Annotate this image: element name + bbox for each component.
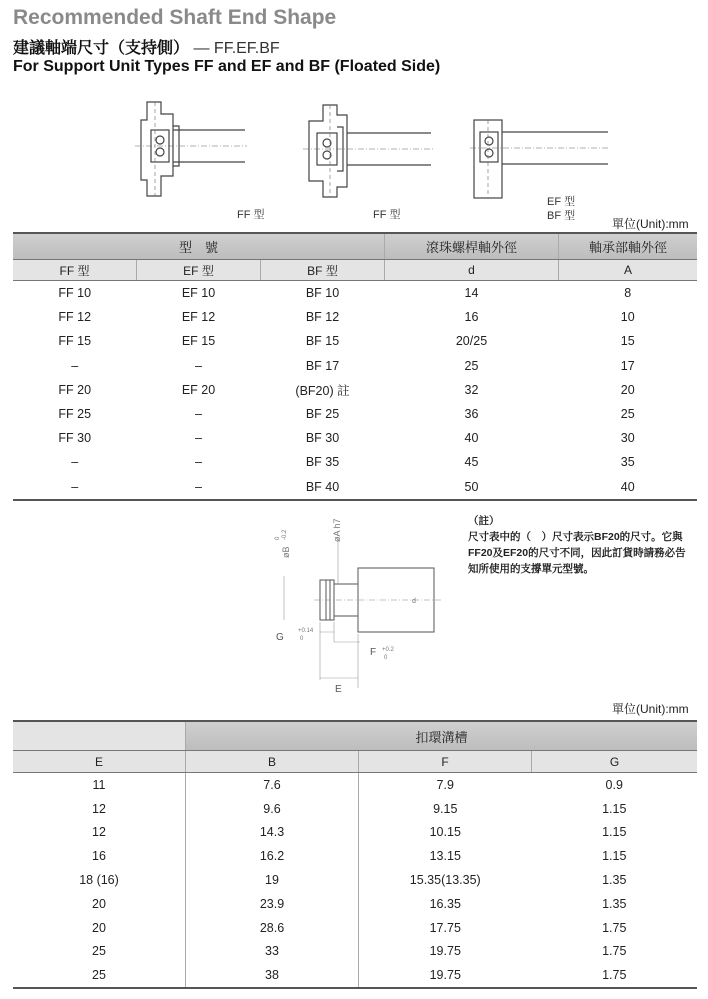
groove-group-header: 扣環溝槽 xyxy=(186,721,698,751)
g-tolerance-upper: +0.14 xyxy=(298,628,314,634)
cell: 12 xyxy=(92,825,106,840)
cell: 17 xyxy=(620,358,635,373)
cell: 1.75 xyxy=(602,944,627,959)
b-tolerance-lower: -0.2 xyxy=(282,529,288,540)
cell: BF 10 xyxy=(305,286,340,301)
table-row xyxy=(13,426,697,450)
table-note xyxy=(468,513,708,577)
table-row xyxy=(13,281,697,306)
f-label: F xyxy=(370,647,377,658)
cell: 19.75 xyxy=(359,963,532,988)
table-row xyxy=(13,940,697,964)
d-label: d xyxy=(412,598,416,605)
cell: 40 xyxy=(620,479,635,494)
cell: 16 xyxy=(464,310,479,325)
cell: 1.75 xyxy=(602,968,627,983)
cell: – xyxy=(195,358,202,373)
cell: BF 25 xyxy=(305,407,340,422)
model-group-header: 型 號 xyxy=(13,233,385,260)
table-header-row xyxy=(13,721,697,751)
table-row xyxy=(13,963,697,988)
cell: 10 xyxy=(620,310,635,325)
table-row xyxy=(13,402,697,426)
ff-figure-1 xyxy=(135,100,247,200)
a-header: A xyxy=(559,260,698,281)
cell: FF 10 xyxy=(58,286,92,301)
cell: 1.15 xyxy=(602,825,627,840)
cell: 25 xyxy=(92,944,106,959)
blank-header xyxy=(13,721,186,751)
ff-type-header: FF 型 xyxy=(13,260,137,281)
cell: 20 xyxy=(92,920,106,935)
cell: 13.15 xyxy=(359,844,532,868)
cell: 19.75 xyxy=(359,940,532,964)
cell: BF 17 xyxy=(305,358,340,373)
cell: FF 30 xyxy=(58,431,92,446)
cell: 7.9 xyxy=(359,773,532,797)
ff-figure-1-label: FF 型 xyxy=(237,209,265,221)
cell: – xyxy=(195,407,202,422)
cell: – xyxy=(71,455,79,470)
cell: 16 xyxy=(92,849,106,864)
phi-b-label: øB xyxy=(281,546,291,558)
table-subheader-row xyxy=(13,260,697,281)
bearing-dia-header: 軸承部軸外徑 xyxy=(559,233,698,260)
g-header: G xyxy=(532,751,698,773)
table-row xyxy=(13,892,697,916)
cell: 25 xyxy=(464,358,479,373)
cell: FF 12 xyxy=(58,310,92,325)
table-header-row xyxy=(13,233,697,260)
cell: BF 40 xyxy=(305,479,340,494)
cell: 14.3 xyxy=(186,821,359,845)
note-line: 知所使用的支撐單元型號。 xyxy=(468,563,594,575)
ef-bf-figure xyxy=(470,118,610,200)
cell: 1.35 xyxy=(602,873,627,888)
model-dimension-table xyxy=(13,232,697,501)
table-row xyxy=(13,844,697,868)
cell: 45 xyxy=(464,455,479,470)
e-label: E xyxy=(335,684,342,695)
cell: – xyxy=(71,479,79,494)
ff-figure-2-label: FF 型 xyxy=(373,209,401,221)
cell: BF 12 xyxy=(305,310,340,325)
table-row xyxy=(13,868,697,892)
cell: 15 xyxy=(620,334,635,349)
cell: EF 20 xyxy=(181,382,216,397)
cell: 0.9 xyxy=(605,777,623,792)
page-subtitle: For Support Unit Types FF and EF and BF (Floated Side) xyxy=(13,58,441,75)
table-row xyxy=(13,354,697,378)
cell: 16.35 xyxy=(359,892,532,916)
cell: 30 xyxy=(620,431,635,446)
cell: 10.15 xyxy=(359,821,532,845)
cell: 9.6 xyxy=(186,797,359,821)
cell: 12 xyxy=(92,801,106,816)
cell: 1.15 xyxy=(602,801,627,816)
cell: 28.6 xyxy=(186,916,359,940)
note-line: FF20及EF20的尺寸不同，因此訂貨時請務必告 xyxy=(468,547,686,559)
b-header: B xyxy=(186,751,359,773)
ef-figure-label: EF 型 xyxy=(547,196,576,208)
cell: 7.6 xyxy=(186,773,359,797)
cell: 36 xyxy=(464,407,479,422)
ff-figure-2 xyxy=(303,103,433,199)
table-row xyxy=(13,378,697,402)
g-tolerance-lower: 0 xyxy=(300,636,304,642)
f-header: F xyxy=(359,751,532,773)
table-row xyxy=(13,450,697,474)
table-row xyxy=(13,475,697,500)
cell: 11 xyxy=(92,777,106,792)
bf-type-header: BF 型 xyxy=(261,260,385,281)
cell: – xyxy=(195,431,202,446)
table-row xyxy=(13,773,697,797)
note-title: （註） xyxy=(468,515,500,527)
f-tolerance-lower: 0 xyxy=(384,655,388,661)
shaft-end-drawing xyxy=(262,510,452,700)
cell: 20 xyxy=(620,382,635,397)
cell: 25 xyxy=(92,968,106,983)
table-row xyxy=(13,797,697,821)
table-row xyxy=(13,916,697,940)
ef-type-header: EF 型 xyxy=(137,260,261,281)
d-header: d xyxy=(385,260,559,281)
cell: 32 xyxy=(464,382,479,397)
bf-figure-label: BF 型 xyxy=(547,210,576,222)
cell: 18 (16) xyxy=(79,873,119,888)
cell: EF 12 xyxy=(181,310,216,325)
cell: – xyxy=(195,479,202,494)
e-header: E xyxy=(13,751,186,773)
cell: BF 30 xyxy=(305,431,340,446)
cell: 35 xyxy=(620,455,635,470)
cell: 23.9 xyxy=(186,892,359,916)
cell: (BF20) 註 xyxy=(295,383,350,398)
cell: 1.15 xyxy=(602,849,627,864)
table2-unit: 單位(Unit):mm xyxy=(612,702,689,716)
groove-dimension-table xyxy=(13,720,697,989)
cell: FF 25 xyxy=(58,407,92,422)
cell: 33 xyxy=(186,940,359,964)
cell: 38 xyxy=(186,963,359,988)
cell: 8 xyxy=(624,286,632,301)
cell: EF 10 xyxy=(181,286,216,301)
phi-a-label: øA h7 xyxy=(332,518,342,542)
note-line: 尺寸表中的（ ）尺寸表示BF20的尺寸。它與 xyxy=(468,531,683,543)
table-row xyxy=(13,305,697,329)
cell: BF 35 xyxy=(305,455,340,470)
table-subheader-row xyxy=(13,751,697,773)
cell: 15.35(13.35) xyxy=(359,868,532,892)
g-label: G xyxy=(276,632,284,643)
cell: EF 15 xyxy=(181,334,216,349)
title-cn-text: 建議軸端尺寸（支持側） xyxy=(13,40,190,57)
cell: 9.15 xyxy=(359,797,532,821)
cell: 17.75 xyxy=(359,916,532,940)
b-tolerance-upper: 0 xyxy=(275,536,281,540)
ballscrew-dia-header: 滾珠螺桿軸外徑 xyxy=(385,233,559,260)
f-tolerance-upper: +0.2 xyxy=(382,647,394,653)
cell: – xyxy=(195,455,202,470)
table-row xyxy=(13,329,697,353)
cell: 25 xyxy=(620,407,635,422)
cell: FF 15 xyxy=(58,334,92,349)
cell: 20/25 xyxy=(455,334,488,349)
cell: BF 15 xyxy=(305,334,340,349)
title-cn-suffix: — FF.EF.BF xyxy=(193,40,280,57)
cell: 20 xyxy=(92,896,106,911)
cell: 50 xyxy=(464,479,479,494)
table-row xyxy=(13,821,697,845)
page-title-cn xyxy=(13,35,280,58)
cell: FF 20 xyxy=(58,382,92,397)
cell: 16.2 xyxy=(186,844,359,868)
cell: 40 xyxy=(464,431,479,446)
page-title: Recommended Shaft End Shape xyxy=(13,6,337,29)
cell: 1.75 xyxy=(602,920,627,935)
cell: 14 xyxy=(464,286,479,301)
cell: 19 xyxy=(186,868,359,892)
table1-unit: 單位(Unit):mm xyxy=(612,217,689,231)
cell: 1.35 xyxy=(602,896,627,911)
cell: – xyxy=(71,358,79,373)
